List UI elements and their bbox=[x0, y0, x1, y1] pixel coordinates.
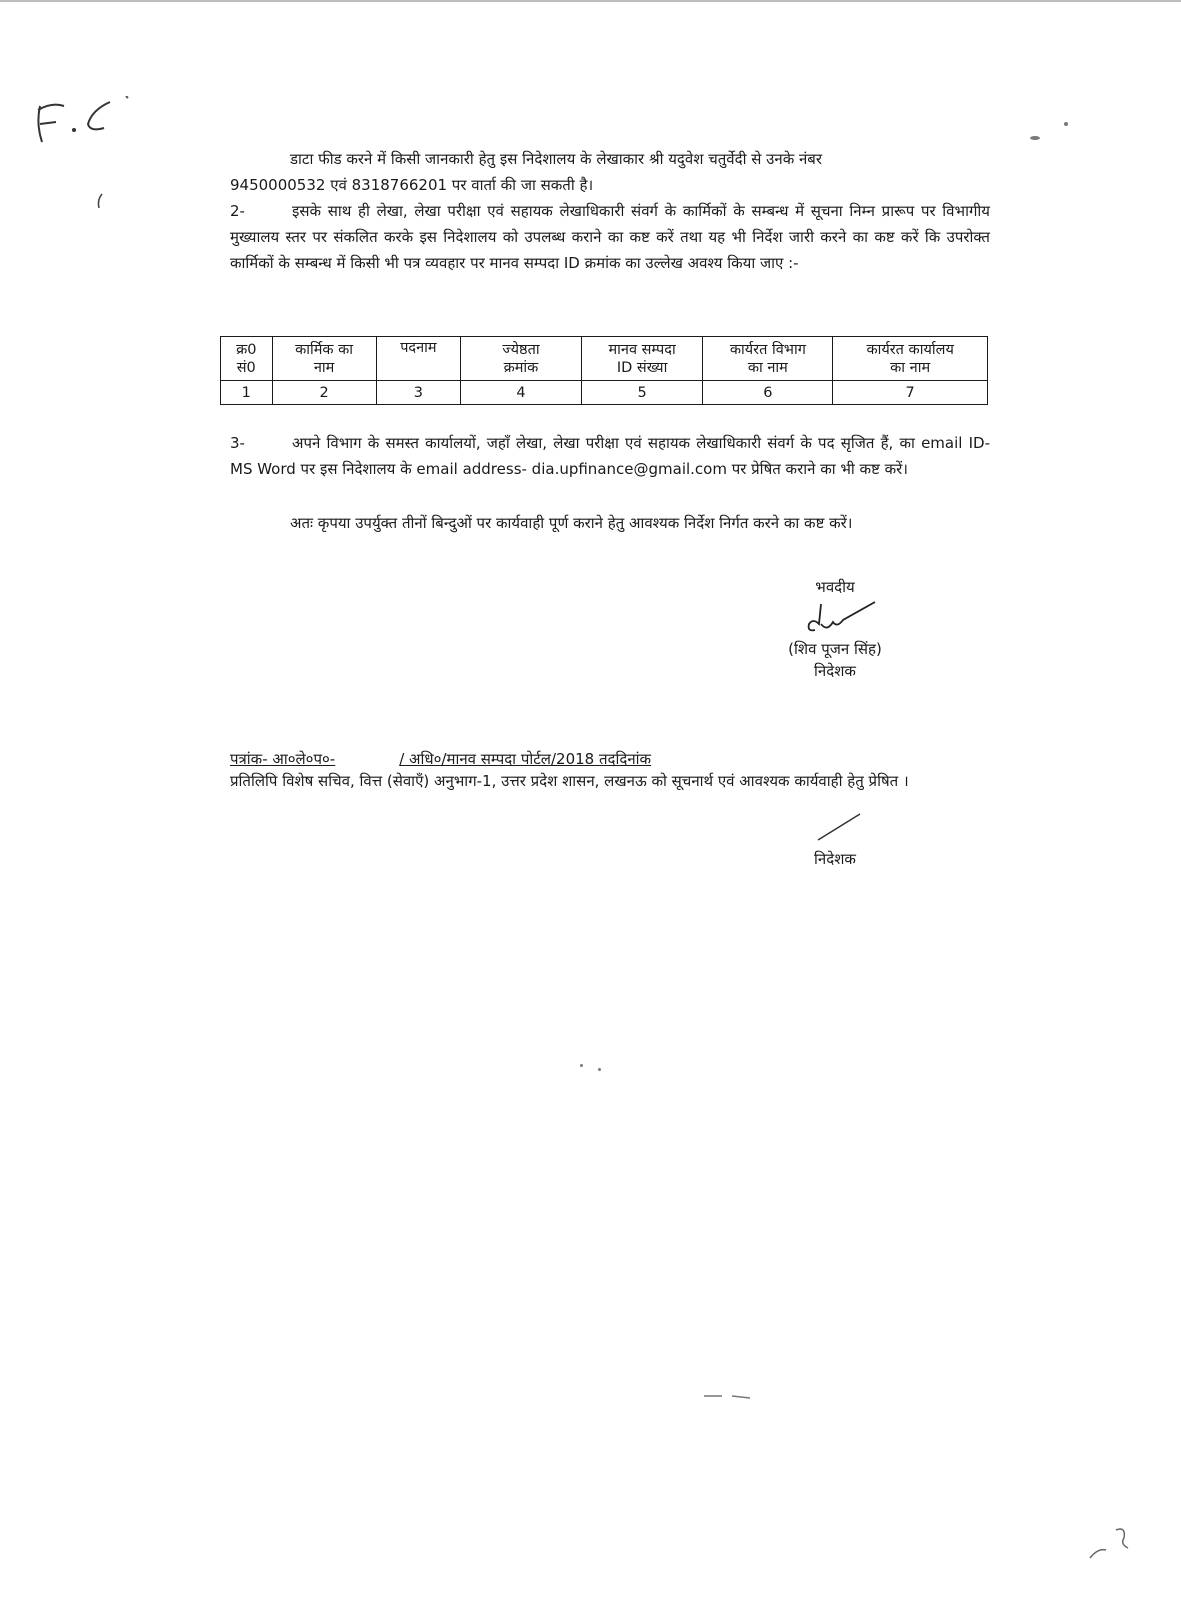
paragraph-2-text: इसके साथ ही लेखा, लेखा परीक्षा एवं सहायक लेखाधिकारी संवर्ग के कार्मिकों के सम्बन्ध में सूचना निम्न प्रारूप पर विभागीय मुख्यालय स्तर पर संकलित करके इस निदेशालय को उपलब्ध कराने का कष्ट करें तथा यह भी निर्देश जारी करने का कष्ट करें कि उपरोक्त कार्मिकों के सम्बन्ध में किसी भी पत्र व्यवहार पर मानव सम्पदा ID क्रमांक का उल्लेख अवश्य किया जाए :- bbox=[230, 202, 990, 272]
copy-forwarding-text: प्रतिलिपि विशेष सचिव, वित्त (सेवाएँ) अनुभाग-1, उत्तर प्रदेश शासन, लखनऊ को सूचनार्थ एवं आवश्यक कार्यवाही हेतु प्रेषित । bbox=[230, 772, 909, 790]
paragraph-request bbox=[230, 510, 990, 536]
paragraph-2 bbox=[230, 198, 990, 276]
header-department-name: कार्यरत विभाग का नाम bbox=[703, 337, 833, 381]
footer-designation: निदेशक bbox=[814, 850, 856, 868]
column-number-cell: 2 bbox=[272, 381, 376, 405]
signatory-name: (शिव पूजन सिंह) bbox=[788, 640, 882, 658]
column-number-cell: 6 bbox=[703, 381, 833, 405]
paragraph-request-text: अतः कृपया उपर्युक्त तीनों बिन्दुओं पर कार्यवाही पूर्ण कराने हेतु आवश्यक निर्देश निर्गत करने का कष्ट करें। bbox=[290, 514, 853, 532]
handwritten-fc-mark bbox=[22, 96, 142, 154]
paragraph-2-number: 2- bbox=[230, 202, 245, 220]
corner-scribble-mark bbox=[1086, 1520, 1136, 1560]
contact-line-1: डाटा फीड करने में किसी जानकारी हेतु इस निदेशालय के लेखाकार श्री यदुवेश चतुर्वेदी से उनके नंबर bbox=[290, 150, 823, 168]
scan-speck bbox=[1064, 122, 1068, 126]
reference-suffix: / अधि०/मानव सम्पदा पोर्टल/2018 तददिनांक bbox=[399, 750, 652, 768]
paragraph-contact-info bbox=[230, 146, 990, 198]
header-employee-name: कार्मिक का नाम bbox=[272, 337, 376, 381]
header-manav-sampada-id: मानव सम्पदा ID संख्या bbox=[581, 337, 703, 381]
header-office-name: कार्यरत कार्यालय का नाम bbox=[833, 337, 988, 381]
column-number-cell: 1 bbox=[221, 381, 273, 405]
signature-block bbox=[770, 576, 900, 682]
column-number-cell: 5 bbox=[581, 381, 703, 405]
paragraph-3-text: अपने विभाग के समस्त कार्यालयों, जहाँ लेखा, लेखा परीक्षा एवं सहायक लेखाधिकारी संवर्ग के पद सृजित हैं, का email ID- MS Word पर इस निदेशालय के email address- dia.upfinance@gmail.com पर प्रेषित कराने का भी कष्ट करें। bbox=[230, 434, 990, 478]
letter-reference bbox=[230, 748, 651, 770]
contact-line-2: 9450000532 एवं 8318766201 पर वार्ता की जा सकती है। bbox=[230, 176, 594, 194]
footer-signature-block bbox=[790, 848, 880, 870]
scan-speck bbox=[580, 1064, 583, 1067]
scan-speck bbox=[598, 1068, 601, 1071]
header-designation: पदनाम bbox=[376, 337, 461, 381]
scan-dash-mark bbox=[702, 1392, 752, 1400]
header-serial-no: क्र0 सं0 bbox=[221, 337, 273, 381]
table-header-row bbox=[221, 337, 988, 381]
paragraph-3-number: 3- bbox=[230, 434, 245, 452]
paragraph-3 bbox=[230, 430, 990, 482]
stray-pen-mark bbox=[94, 192, 106, 212]
signatory-designation: निदेशक bbox=[814, 662, 856, 680]
reference-prefix: पत्रांक- आ०ले०प०- bbox=[230, 750, 336, 768]
handwritten-signature bbox=[785, 598, 885, 638]
scan-speck bbox=[1030, 136, 1040, 140]
header-seniority-no: ज्येष्ठता क्रमांक bbox=[461, 337, 582, 381]
copy-forwarding-note bbox=[230, 770, 950, 793]
column-number-cell: 7 bbox=[833, 381, 988, 405]
footer-initial-stroke bbox=[816, 812, 862, 842]
column-number-cell: 3 bbox=[376, 381, 461, 405]
column-number-cell: 4 bbox=[461, 381, 582, 405]
scan-edge-line bbox=[0, 0, 1181, 2]
closing-text: भवदीय bbox=[815, 578, 855, 596]
table-row bbox=[221, 381, 988, 405]
personnel-format-table bbox=[220, 336, 988, 405]
